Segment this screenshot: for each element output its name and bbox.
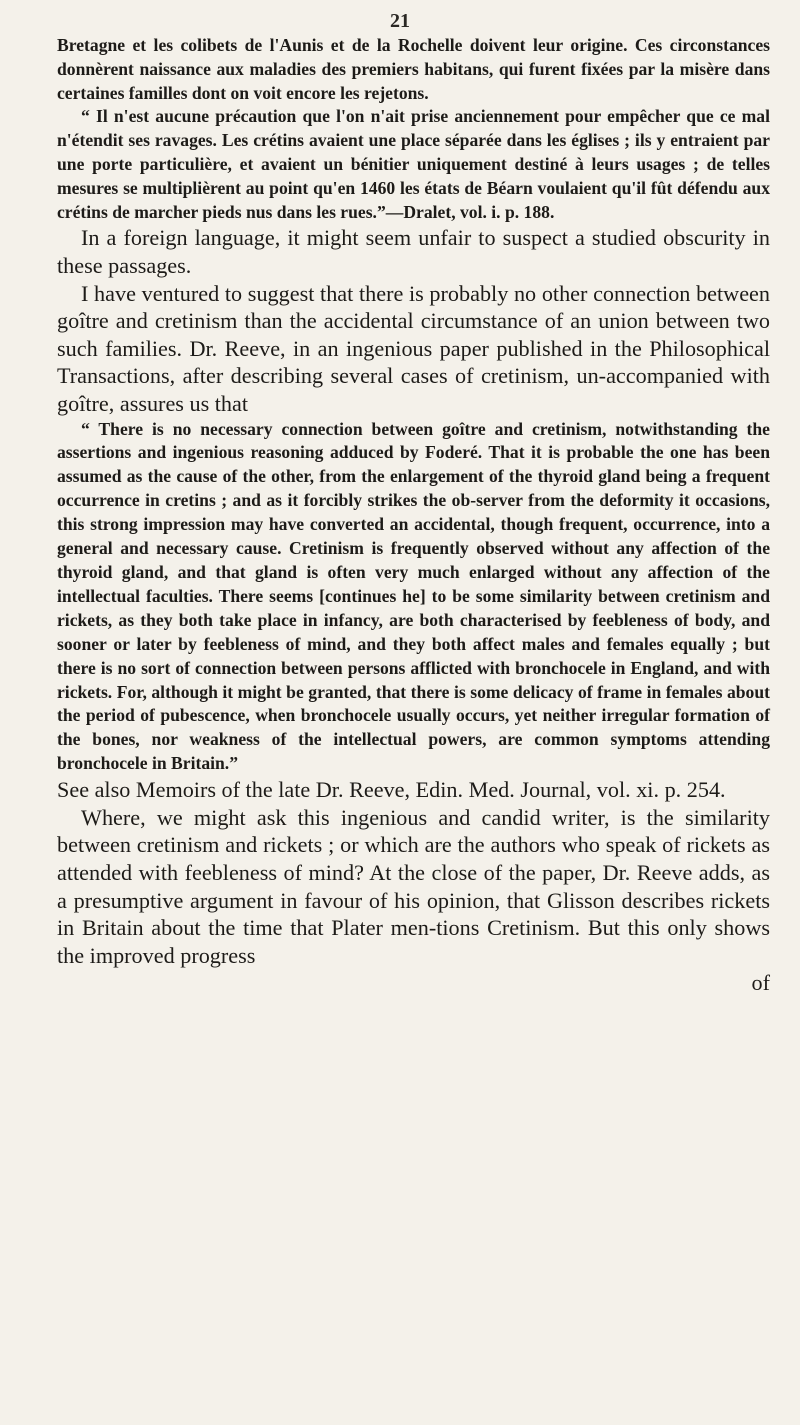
body-paragraph: In a foreign language, it might seem unfair to suspect a studied obscurity in these passages. — [57, 225, 770, 278]
body-paragraph: I have ventured to suggest that there is probably no other connection between goître and cretinism than the accidental circumstance of an union between two such families. Dr. Reeve, in an ingenious paper published in the Philosophical Transactions, after describing several cases of cretinism, un-accompanied with goître, assures us that — [57, 280, 770, 416]
block-quotation: “ There is no necessary connection between goître and cretinism, notwithstanding the assertions and ingenious reasoning adduced by Foderé. That it is probable the one has been assumed as the cause of the other, from the enlargement of the thyroid gland being a frequent occurrence in cretins ; and as it forcibly strikes the ob-server from the deformity it occasions, this strong impression may have converted an accidental, though frequent, occurrence, into a general and necessary cause. Cretinism is frequently observed without any affection of the thyroid gland, and that gland is often very much enlarged without any affection of the intellectual faculties. There seems [continues he] to be some similarity between cretinism and rickets, as they both take place in infancy, are both characterised by feebleness of body, and sooner or later by feebleness of mind, and they both affect males and females equally ; but there is no sort of connection between persons afflicted with bronchocele in England, and with rickets. For, although it might be granted, that there is some delicacy of frame in females about the period of pubescence, when bronchocele usually occurs, yet neither irregular formation of the bones, nor weakness of the intellectual powers, are common symptoms attending bronchocele in Britain.” — [57, 418, 770, 774]
french-quotation-paragraph: “ Il n'est aucune précaution que l'on n'ait prise anciennement pour empêcher que ce mal n'étendit ses ravages. Les crétins avaient une place séparée dans les églises ; ils y entraient par une porte particulière, et avaient un bénitier uniquement destiné à leurs usages ; de telles mesures se multiplièrent au point qu'en 1460 les états de Béarn voulaient qu'il fût défendu aux crétins de marcher pieds nus dans les rues.”—Dralet, vol. i. p. 188. — [57, 106, 770, 222]
body-paragraph: Where, we might ask this ingenious and candid writer, is the similarity between cretinism and rickets ; or which are the authors who speak of rickets as attended with feebleness of mind? At the close of the paper, Dr. Reeve adds, as a presumptive argument in favour of his opinion, that Glisson describes rickets in Britain about the time that Plater men-tions Cretinism. But this only shows the improved progress — [57, 804, 770, 968]
french-continuation-paragraph: Bretagne et les colibets de l'Aunis et de la Rochelle doivent leur origine. Ces circonstances donnèrent naissance aux maladies des premiers habitans, qui furent fixées par la misère dans certaines familles dont on voit encore les rejetons. — [57, 35, 770, 103]
catchword: of — [751, 970, 770, 996]
reference-paragraph: See also Memoirs of the late Dr. Reeve, Edin. Med. Journal, vol. xi. p. 254. — [57, 777, 726, 803]
page-body — [57, 34, 770, 997]
page-number: 21 — [390, 10, 410, 32]
